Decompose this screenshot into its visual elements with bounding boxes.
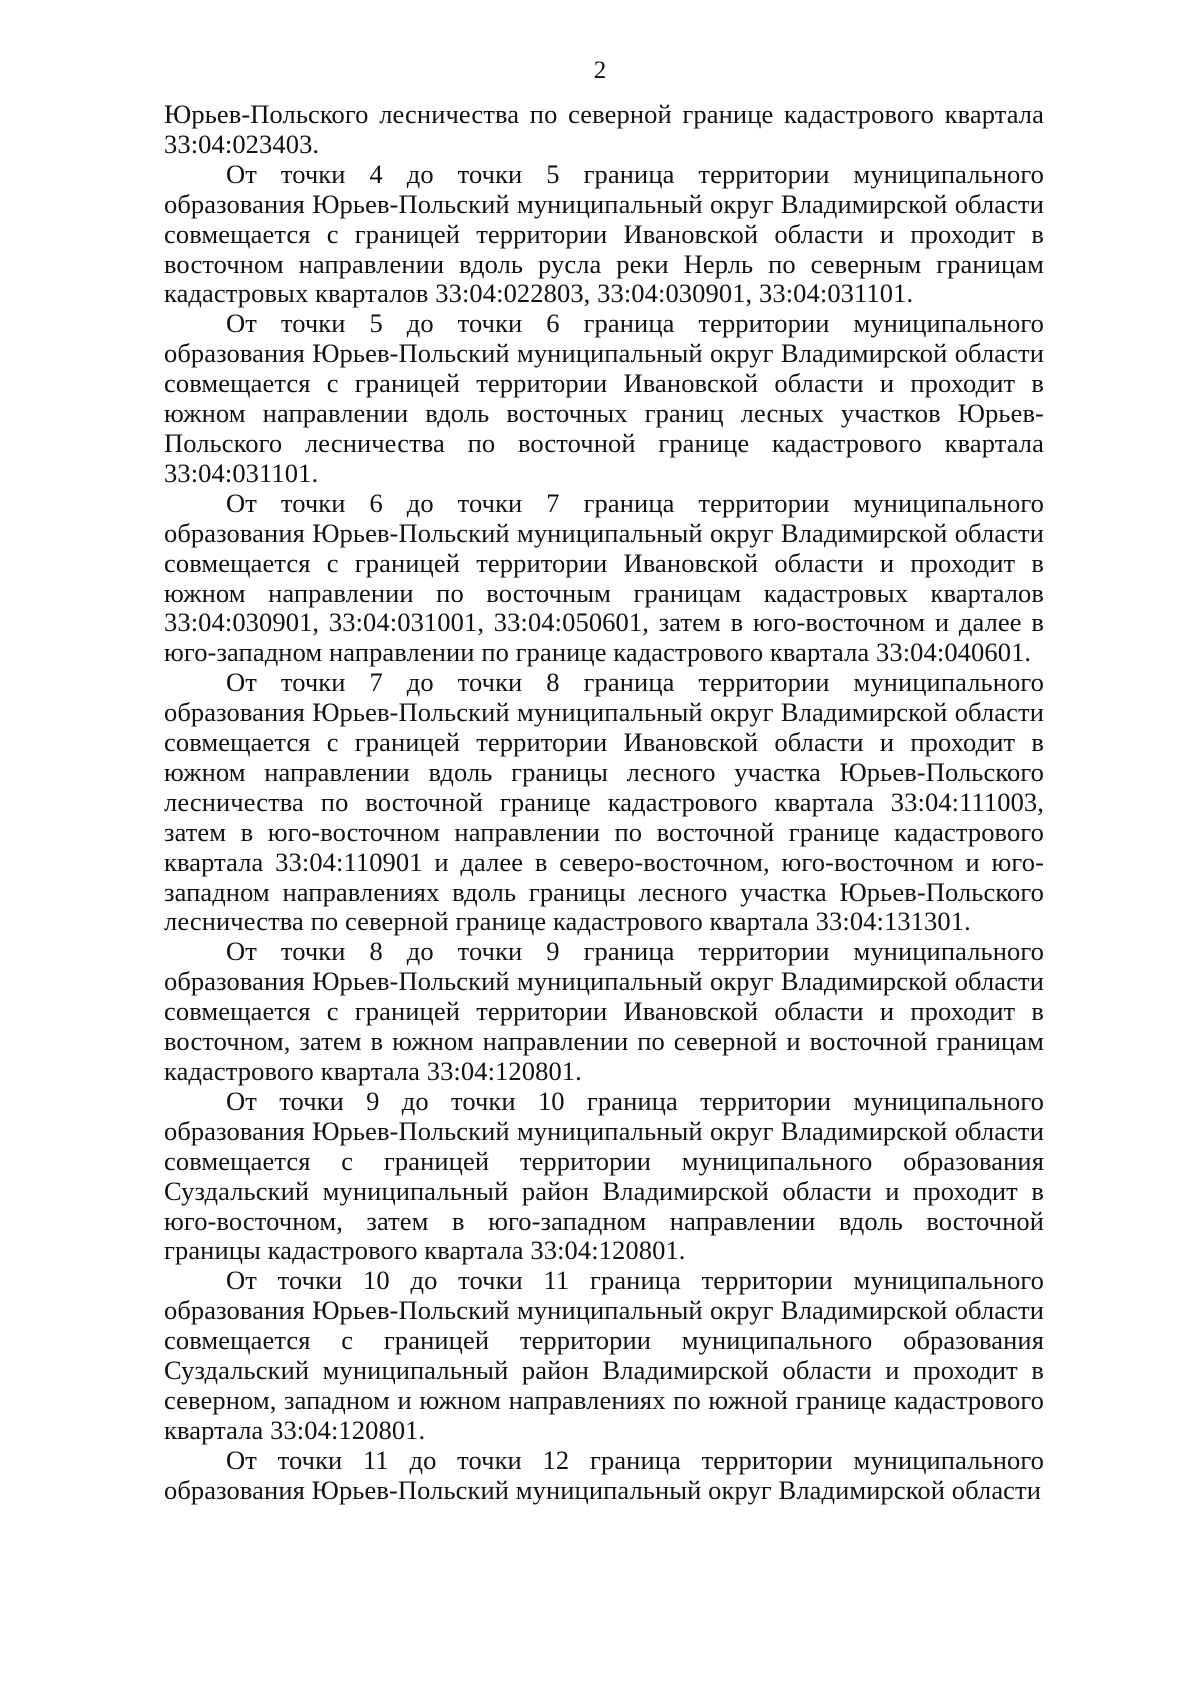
- document-body: [164, 100, 1044, 1506]
- paragraph-point-11-12: От точки 11 до точки 12 граница территории муниципального образования Юрьев-Польский муниципальный округ Владимирской области: [164, 1444, 1044, 1505]
- paragraph-point-10-11: От точки 10 до точки 11 граница территории муниципального образования Юрьев-Польский муниципальный округ Владимирской области совмещается с границей территории муниципального образования Суздальский муниципальный район Владимирской области и проходит в северном, западном и южном направлениях по южной границе кадастрового квартала 33:04:120801.: [164, 1265, 1044, 1445]
- paragraph-point-8-9: От точки 8 до точки 9 граница территории муниципального образования Юрьев-Польский муниципальный округ Владимирской области совмещается с границей территории Ивановской области и проходит в восточном, затем в южном направлении по северной и восточной границам кадастрового квартала 33:04:120801.: [164, 936, 1044, 1086]
- paragraph-point-9-10: От точки 9 до точки 10 граница территории муниципального образования Юрьев-Польский муниципальный округ Владимирской области совмещается с границей территории муниципального образования Суздальский муниципальный район Владимирской области и проходит в юго-восточном, затем в юго-западном направлении вдоль восточной границы кадастрового квартала 33:04:120801.: [164, 1085, 1044, 1266]
- paragraph-point-5-6: От точки 5 до точки 6 граница территории муниципального образования Юрьев-Польский муниципальный округ Владимирской области совмещается с границей территории Ивановской области и проходит в южном направлении вдоль восточных границ лесных участков Юрьев-Польского лесничества по восточной границе кадастрового квартала 33:04:031101.: [164, 308, 1044, 488]
- paragraph-point-6-7: От точки 6 до точки 7 граница территории муниципального образования Юрьев-Польский муниципальный округ Владимирской области совмещается с границей территории Ивановской области и проходит в южном направлении по восточным границам кадастровых кварталов 33:04:030901, 33:04:031001, 33:04:050601, затем в юго-восточном и далее в юго-западном направлении по границе кадастрового квартала 33:04:040601.: [164, 487, 1044, 668]
- paragraph-point-7-8: От точки 7 до точки 8 граница территории муниципального образования Юрьев-Польский муниципальный округ Владимирской области совмещается с границей территории Ивановской области и проходит в южном направлении вдоль границы лесного участка Юрьев-Польского лесничества по восточной границе кадастрового квартала 33:04:111003, затем в юго-восточном направлении по восточной границе кадастрового квартала 33:04:110901 и далее в северо-восточном, юго-восточном и юго-западном направлениях вдоль границы лесного участка Юрьев-Польского лесничества по северной границе кадастрового квартала 33:04:131301.: [164, 667, 1044, 937]
- paragraph-point-4-5: От точки 4 до точки 5 граница территории муниципального образования Юрьев-Польский муниципальный округ Владимирской области совмещается с границей территории Ивановской области и проходит в восточном направлении вдоль русла реки Нерль по северным границам кадастровых кварталов 33:04:022803, 33:04:030901, 33:04:031101.: [164, 158, 1044, 309]
- paragraph-continuation: Юрьев-Польского лесничества по северной границе кадастрового квартала 33:04:023403.: [164, 99, 1044, 159]
- page-number: 2: [593, 57, 607, 84]
